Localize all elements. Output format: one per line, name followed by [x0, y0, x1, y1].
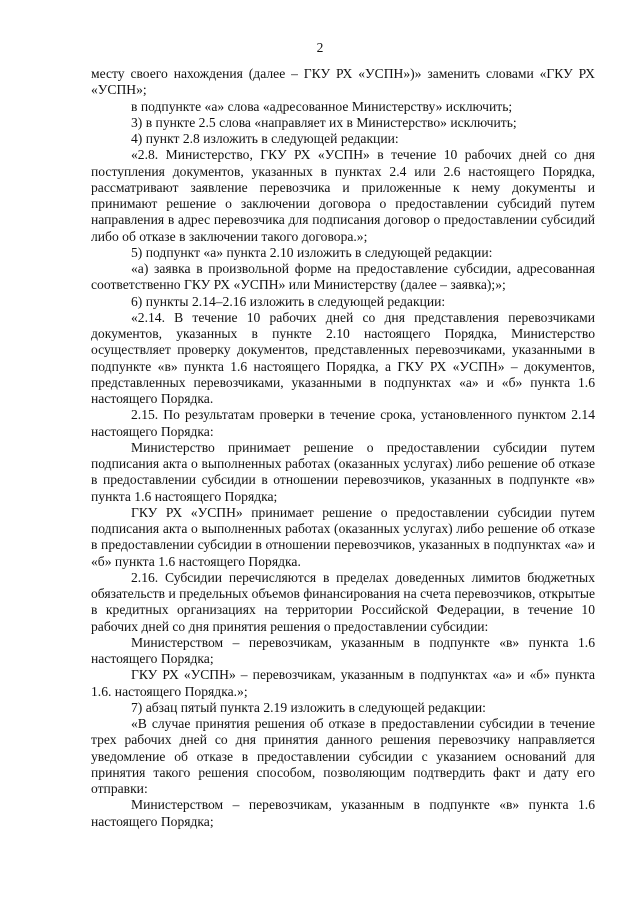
- paragraph-item-5: 5) подпункт «а» пункта 2.10 изложить в следующей редакции:: [131, 244, 493, 260]
- paragraph-clause-2-15: 2.15. По результатам проверки в течение срока, установленного пунктом 2.14 настоящего Порядка:: [91, 407, 595, 439]
- paragraph-clause-2-8: «2.8. Министерство, ГКУ РХ «УСПН» в течение 10 рабочих дней со дня поступления документов, указанных в пунктах 2.4 или 2.6 настоящего Порядка, рассматривают заявление перевозчика и приложенные к нему документы и принимают решение о заключении договора о предоставлении субсидий путем направления в адрес перевозчика для подписания договор о предоставлении субсидий либо об отказе в заключении такого договора.»;: [91, 147, 595, 244]
- page-number: 2: [316, 40, 324, 55]
- paragraph-subitem-a: в подпункте «а» слова «адресованное Министерству» исключить;: [131, 98, 513, 114]
- paragraph-clause-2-14: «2.14. В течение 10 рабочих дней со дня представления перевозчиками документов, указанных в пункте 2.10 настоящего Порядка, Министерство осуществляет проверку документов, представленных перевозчиками, указанными в подпункте «в» пункта 1.6 настоящего Порядка, а ГКУ РХ «УСПН» – документов, представленных перевозчиками, указанными в подпунктах «а» и «б» пункта 1.6 настоящего Порядка.: [91, 309, 595, 406]
- paragraph-continuation: месту своего нахождения (далее – ГКУ РХ «УСПН»)» заменить словами «ГКУ РХ «УСПН»;: [91, 66, 595, 98]
- document-body: [91, 66, 595, 830]
- paragraph-item-4: 4) пункт 2.8 изложить в следующей редакции:: [131, 131, 399, 146]
- paragraph-ministry-transfer: Министерством – перевозчикам, указанным в подпункте «в» пункта 1.6 настоящего Порядка;: [91, 634, 595, 666]
- paragraph-item-3: 3) в пункте 2.5 слова «направляет их в Министерство» исключить;: [131, 114, 517, 130]
- paragraph-ministry-notice: Министерством – перевозчикам, указанным в подпункте «в» пункта 1.6 настоящего Порядка;: [91, 797, 595, 829]
- paragraph-ministry-decision: Министерство принимает решение о предоставлении субсидии путем подписания акта о выполненных работах (оказанных услугах) либо решение об отказе в предоставлении субсидии в отношении перевозчиков, указанных в подпункте «в» пункта 1.6 настоящего Порядка;: [91, 439, 595, 504]
- paragraph-refusal-notice: «В случае принятия решения об отказе в предоставлении субсидии в течение трех рабочих дней со дня принятия данного решения перевозчику направляется уведомление об отказе в предоставлении субсидии с указанием оснований для принятия такого решения способом, позволяющим подтвердить факт и дату его отправки:: [91, 716, 595, 796]
- paragraph-uspn-decision: ГКУ РХ «УСПН» принимает решение о предоставлении субсидии путем подписания акта о выполненных работах (оказанных услугах) либо решение об отказе в предоставлении субсидии в отношении перевозчиков, указанных в подпунктах «а» и «б» пункта 1.6 настоящего Порядка.: [91, 504, 595, 569]
- paragraph-clause-2-16: 2.16. Субсидии перечисляются в пределах доведенных лимитов бюджетных обязательств и предельных объемов финансирования на счета перевозчиков, открытые в кредитных организациях на территории Российской Федерации, в течение 10 рабочих дней со дня принятия решения о предоставлении субсидии:: [91, 569, 595, 634]
- paragraph-clause-2-10-a: «а) заявка в произвольной форме на предоставление субсидии, адресованная соответственно ГКУ РХ «УСПН» или Министерству (далее – заявка);»;: [91, 261, 595, 293]
- paragraph-item-7: 7) абзац пятый пункта 2.19 изложить в следующей редакции:: [131, 699, 486, 715]
- paragraph-uspn-transfer: ГКУ РХ «УСПН» – перевозчикам, указанным в подпунктах «а» и «б» пункта 1.6. настоящего Порядка.»;: [91, 667, 595, 699]
- paragraph-item-6: 6) пункты 2.14–2.16 изложить в следующей редакции:: [131, 293, 446, 309]
